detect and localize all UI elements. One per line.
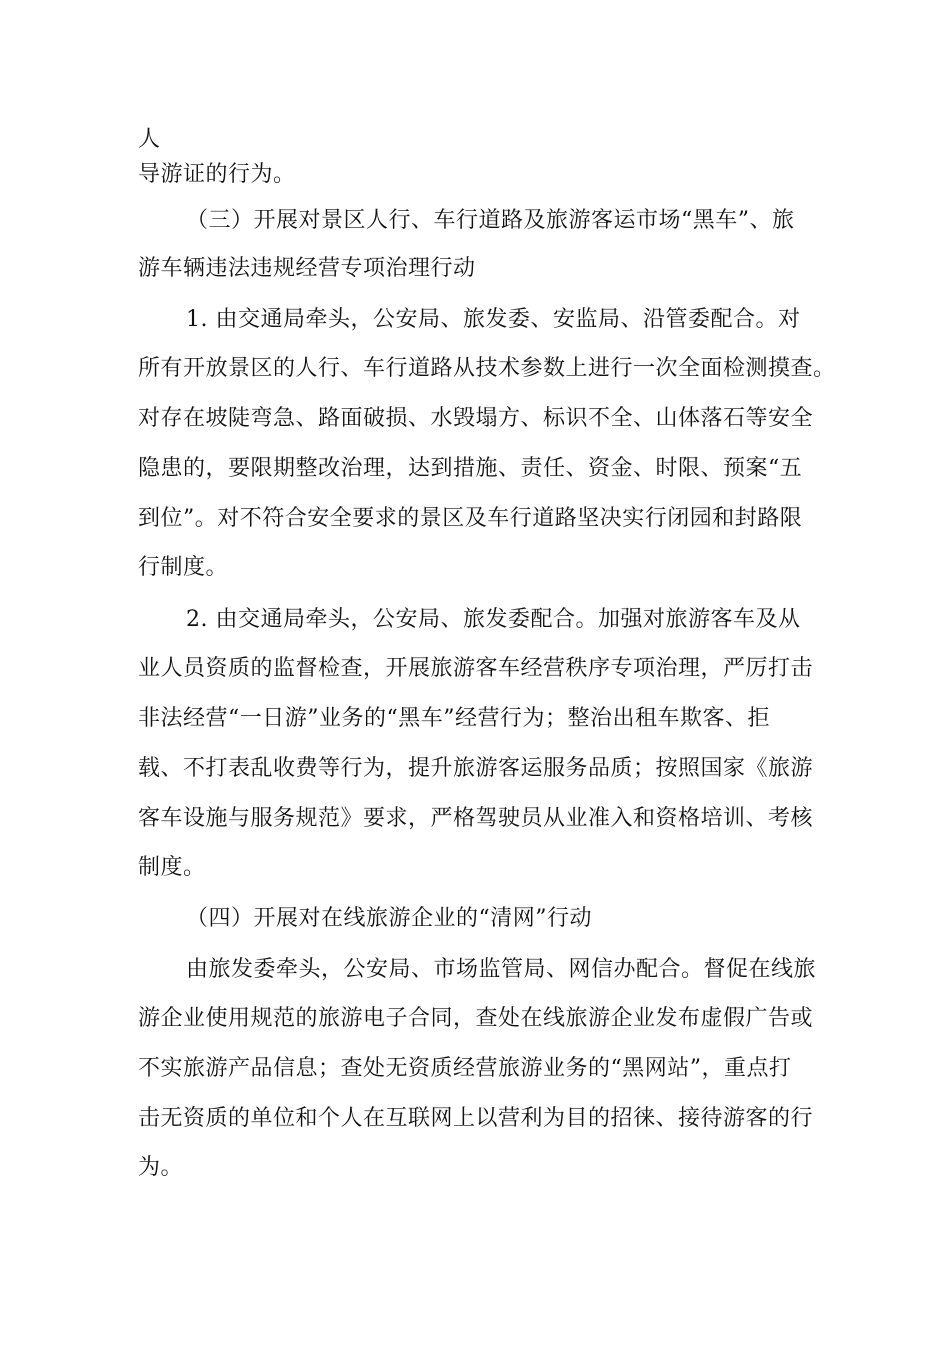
text-line: 人	[138, 127, 161, 152]
section-heading-3: （三）开展对景区人行、车行道路及旅游客运市场“黑车”、旅	[186, 208, 795, 233]
paragraph-line: 业人员资质的监督检查，开展旅游客车经营秩序专项治理，严厉打击	[138, 656, 814, 681]
text-line: 导游证的行为。	[138, 162, 296, 187]
paragraph-line: 1. 由交通局牵头，公安局、旅发委、安监局、沿管委配合。对	[186, 307, 801, 332]
paragraph-line: 由旅发委牵头，公安局、市场监管局、网信办配合。督促在线旅	[186, 957, 817, 982]
paragraph-line: 击无资质的单位和个人在互联网上以营利为目的招徕、接待游客的行	[138, 1106, 814, 1131]
paragraph-line: 为。	[138, 1155, 184, 1180]
paragraph-line: 客车设施与服务规范》要求，严格驾驶员从业准入和资格培训、考核	[138, 806, 814, 831]
section-heading-4: （四）开展对在线旅游企业的“清网”行动	[186, 906, 592, 931]
paragraph-line: 到位”。对不符合安全要求的景区及车行道路坚决实行闭园和封路限	[138, 506, 803, 531]
section-heading-3-cont: 游车辆违法违规经营专项治理行动	[138, 256, 476, 281]
paragraph-line: 所有开放景区的人行、车行道路从技术参数上进行一次全面检测摸查。	[138, 356, 836, 381]
paragraph-line: 制度。	[138, 855, 206, 880]
paragraph-line: 2. 由交通局牵头，公安局、旅发委配合。加强对旅游客车及从	[186, 607, 801, 632]
paragraph-line: 隐患的，要限期整改治理，达到措施、责任、资金、时限、预案“五	[138, 456, 803, 481]
paragraph-line: 非法经营“一日游”业务的“黑车”经营行为；整治出租车欺客、拒	[138, 706, 770, 731]
paragraph-line: 不实旅游产品信息；查处无资质经营旅游业务的“黑网站”，重点打	[138, 1056, 792, 1081]
paragraph-line: 载、不打表乱收费等行为，提升旅游客运服务品质；按照国家《旅游	[138, 756, 814, 781]
paragraph-line: 行制度。	[138, 555, 229, 580]
paragraph-line: 游企业使用规范的旅游电子合同，查处在线旅游企业发布虚假广告或	[138, 1006, 814, 1031]
paragraph-line: 对存在坡陡弯急、路面破损、水毁塌方、标识不全、山体落石等安全	[138, 406, 814, 431]
